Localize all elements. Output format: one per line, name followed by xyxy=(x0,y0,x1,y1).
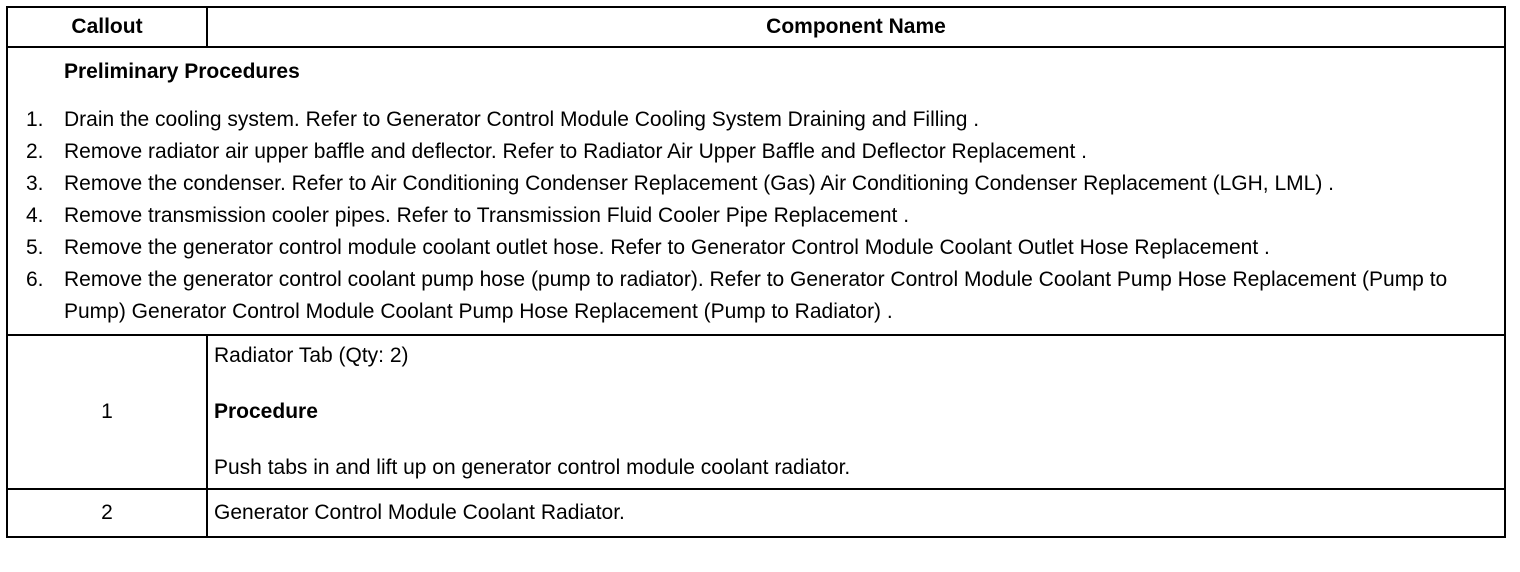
preliminary-cell xyxy=(7,47,1505,335)
preliminary-step xyxy=(26,232,1498,264)
preliminary-title: Preliminary Procedures xyxy=(64,60,300,83)
step-number: 6. xyxy=(26,268,44,291)
callout-cell: 1 xyxy=(7,335,207,489)
table-row xyxy=(7,489,1505,537)
callout-header: Callout xyxy=(7,7,207,47)
step-number: 1. xyxy=(26,108,44,131)
preliminary-steps xyxy=(26,104,1498,328)
step-text: Drain the cooling system. Refer to Generator Control Module Cooling System Draining and Filling . xyxy=(64,108,980,131)
step-number: 2. xyxy=(26,140,44,163)
preliminary-step xyxy=(26,264,1498,328)
component-name: Generator Control Module Coolant Radiator. xyxy=(207,489,1505,537)
preliminary-step xyxy=(26,200,1498,232)
procedure-title: Procedure xyxy=(214,400,318,423)
callout-cell: 2 xyxy=(7,489,207,537)
header-row xyxy=(7,7,1505,47)
table-row xyxy=(7,335,1505,489)
step-text: Remove the generator control coolant pump hose (pump to radiator). Refer to Generator Control Module Coolant Pump Hose Replacement (Pump to Pump) Generator Control Module Coolant Pump Hose Replacement (Pump to Radiator) . xyxy=(64,268,1448,323)
component-name: Radiator Tab (Qty: 2) xyxy=(214,344,409,367)
step-number: 5. xyxy=(26,236,44,259)
preliminary-step xyxy=(26,168,1498,200)
step-number: 3. xyxy=(26,172,44,195)
step-text: Remove the condenser. Refer to Air Conditioning Condenser Replacement (Gas) Air Conditioning Condenser Replacement (LGH, LML) . xyxy=(64,172,1334,195)
step-text: Remove radiator air upper baffle and deflector. Refer to Radiator Air Upper Baffle and Deflector Replacement . xyxy=(64,140,1087,163)
component-table xyxy=(6,6,1506,538)
component-name-header: Component Name xyxy=(207,7,1505,47)
procedure-text: Push tabs in and lift up on generator control module coolant radiator. xyxy=(214,456,851,479)
step-text: Remove the generator control module coolant outlet hose. Refer to Generator Control Module Coolant Outlet Hose Replacement . xyxy=(64,236,1270,259)
preliminary-step xyxy=(26,136,1498,168)
step-text: Remove transmission cooler pipes. Refer to Transmission Fluid Cooler Pipe Replacement . xyxy=(64,204,910,227)
preliminary-step xyxy=(26,104,1498,136)
preliminary-row xyxy=(7,47,1505,335)
component-cell xyxy=(207,335,1505,489)
step-number: 4. xyxy=(26,204,44,227)
